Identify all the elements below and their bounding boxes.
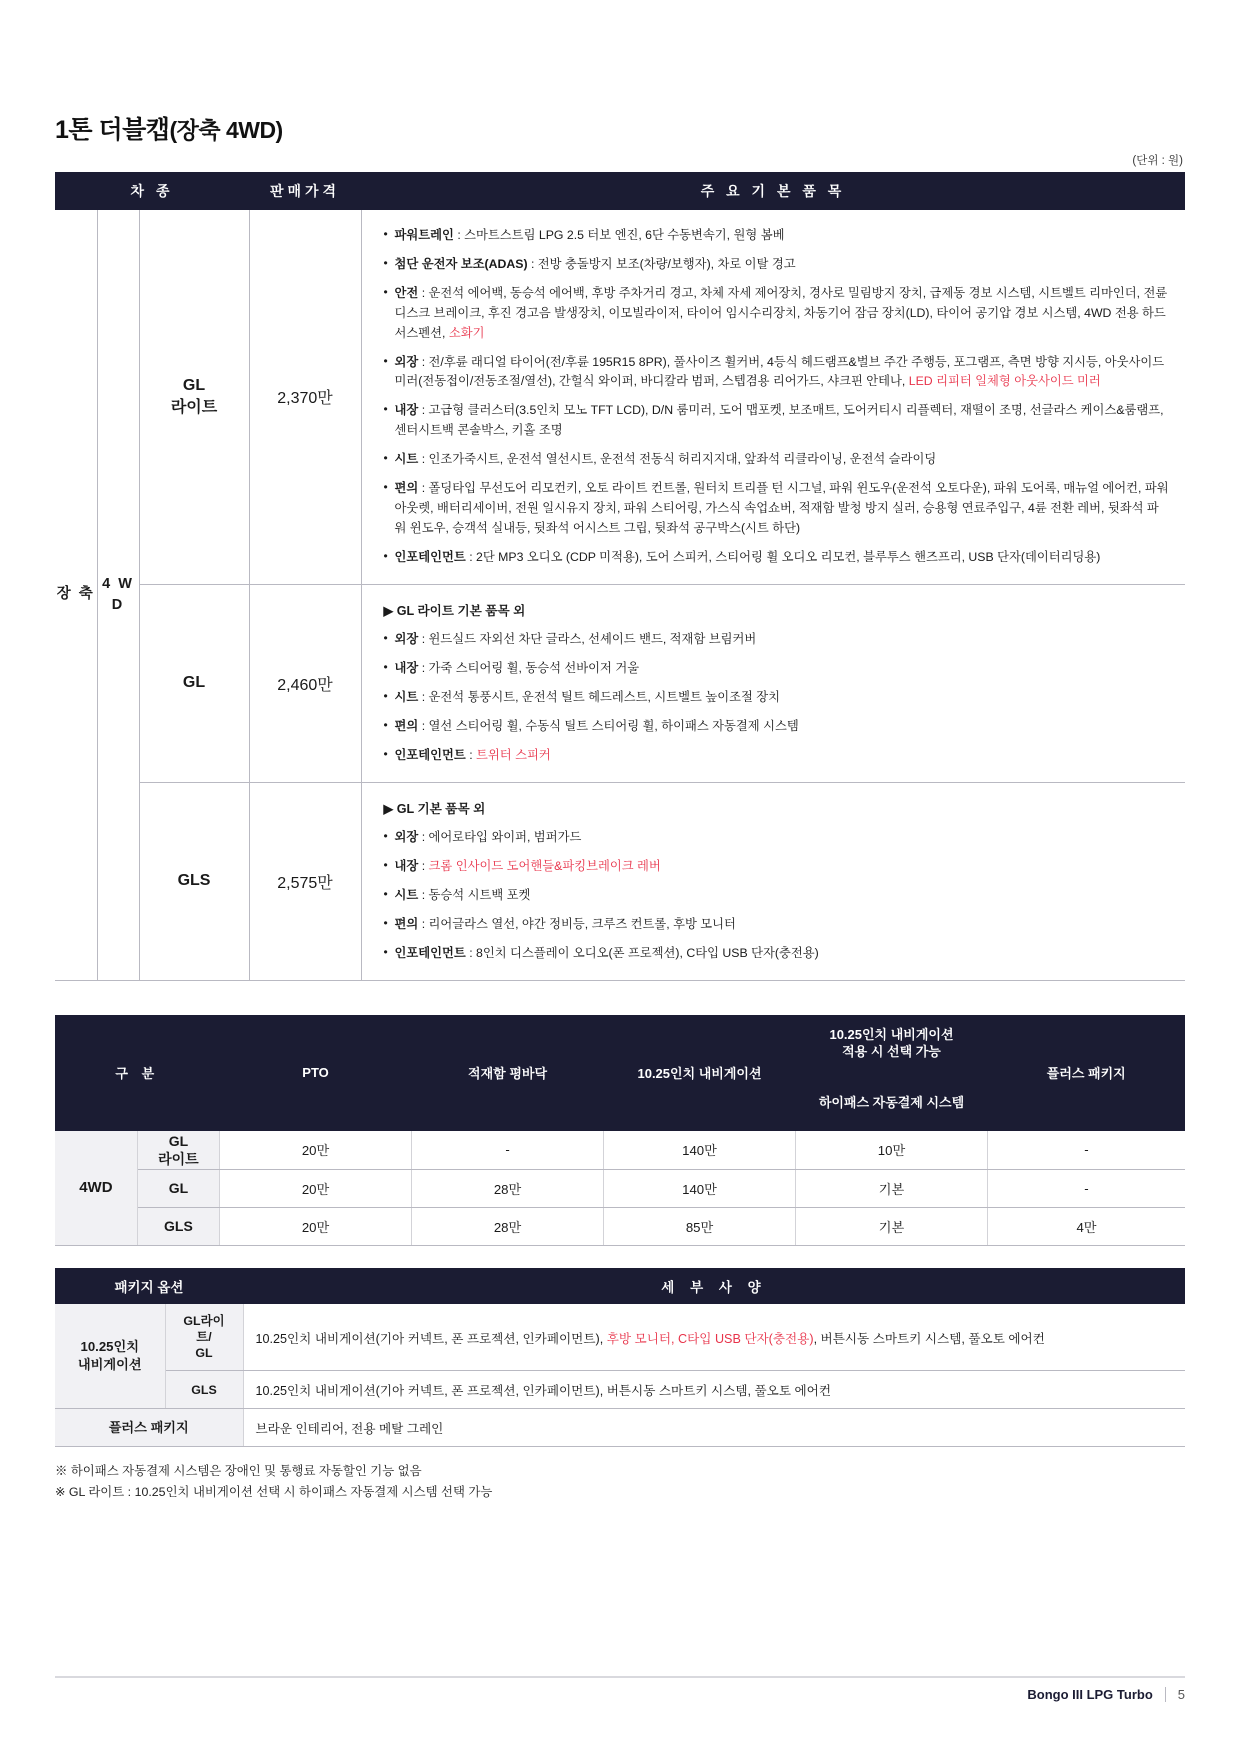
items-gls [361,782,1185,980]
option-plus-value: 4만 [988,1207,1186,1245]
package-detail-table [55,1268,1185,1447]
option-pto-value: 20만 [220,1207,412,1245]
page-footer [55,1676,1185,1702]
list-item: • 인포테인먼트 : 8인치 디스플레이 오디오(폰 프로젝션), C타입 USB 단자(충전용) [384,944,1169,964]
option-plus-value: - [988,1131,1186,1170]
unit-note: (단위 : 원) [1132,155,1183,167]
list-item: • 내장 : 고급형 클러스터(3.5인치 모노 TFT LCD), D/N 룸미러, 도어 맵포켓, 보조매트, 도어커티시 리플렉터, 재떨이 조명, 선글라스 케이스&룸램프, 센터시트백 콘솔박스, 키홀 조명 [384,401,1169,441]
list-item: • 내장 : 가죽 스티어링 휠, 동승석 선바이저 거울 [384,659,1169,679]
list-item: • 안전 : 운전석 에어백, 동승석 에어백, 후방 주차거리 경고, 차체 자세 제어장치, 경사로 밀림방지 장치, 급제동 경보 시스템, 시트벨트 리마인더, 전륜 디스크 브레이크, 후진 경고음 발생장치, 이모빌라이저, 타이어 임시수리장치, 차동기어 잠금 장치(LD), 타이어 공기압 경보 시스템, 4WD 전용 하드 서스펜션, 소화기 [384,284,1169,344]
option-pto-value: 20만 [220,1131,412,1170]
header-navi-optional-l2: 적용 시 선택 가능 [842,1043,941,1059]
option-navi-value: 140만 [604,1131,796,1170]
label-drive: 4 W D [97,210,139,980]
option-grade-gl: GL [137,1169,219,1207]
table-row [55,1371,1185,1409]
header-vehicle-type: 차 종 [55,172,249,210]
option-price-table [55,1015,1185,1246]
header-flatbed: 적재함 평바닥 [412,1015,604,1131]
header-main-items: 주 요 기 본 품 목 [361,172,1185,210]
label-length: 장 축 [55,210,97,980]
highlight-text: 소화기 [448,325,485,340]
header-pto: PTO [220,1015,412,1131]
option-pto-value: 20만 [220,1169,412,1207]
option-plus-value: - [988,1169,1186,1207]
page-title [55,110,1185,146]
header-navi-optional-l1: 10.25인치 내비게이션 [829,1026,954,1042]
option-grade-gl-light: GL 라이트 [137,1131,219,1170]
list-item: • 첨단 운전자 보조(ADAS) : 전방 충돌방지 보조(차량/보행자), 차로 이탈 경고 [384,255,1169,275]
footnote-1: ※ 하이패스 자동결제 시스템은 장애인 및 통행료 자동할인 기능 없음 [55,1464,422,1479]
grade-gl-light [139,210,249,584]
main-table-header-row [55,172,1185,210]
package-sub-gls: GLS [165,1371,243,1409]
package-detail-gls: 10.25인치 내비게이션(기아 커넥트, 폰 프로젝션, 인카페이먼트), 버튼시동 스마트키 시스템, 풀오토 에어컨 [243,1371,1185,1409]
highlight-text: LED 리피터 일체형 아웃사이드 미러 [908,374,1101,389]
header-plus-package: 플러스 패키지 [988,1015,1186,1131]
table-row [55,584,1185,782]
items-list [384,630,1169,766]
list-item: • 시트 : 운전석 통풍시트, 운전석 틸트 헤드레스트, 시트벨트 높이조절 장치 [384,688,1169,708]
footnote-2: ※ GL 라이트 : 10.25인치 내비게이션 선택 시 하이패스 자동결제 시스템 선택 가능 [55,1484,493,1499]
highlight-text: 트위터 스피커 [476,747,551,762]
table-row [55,782,1185,980]
header-package-option: 패키지 옵션 [55,1268,243,1304]
list-item: • 편의 : 폴딩타입 무선도어 리모컨키, 오토 라이트 컨트롤, 원터치 트리플 턴 시그널, 파워 윈도우(운전석 오토다운), 파워 도어록, 매뉴얼 에어컨, 파워 아웃렛, 배터리세이버, 전원 일시유지 장치, 파워 스티어링, 가스식 속업쇼버, 적재함 발청 방지 실러, 승용형 연료주입구, 4륜 전환 레버, 뒷좌석 파워 윈도우, 승객석 실내등, 뒷좌석 어시스트 그립, 뒷좌석 공구박스(시트 하단) [384,479,1169,539]
grade-line1: GL [182,377,206,395]
items-heading: ▶ GL 기본 품목 외 [383,801,486,816]
list-item: • 시트 : 인조가죽시트, 운전석 열선시트, 운전석 전동식 허리지지대, 앞좌석 리클라이닝, 운전석 슬라이딩 [384,450,1169,470]
package-detail-gl-light-gl: 10.25인치 내비게이션(기아 커넥트, 폰 프로젝션, 인카페이먼트), 후방 모니터, C타입 USB 단자(충전용), 버튼시동 스마트키 시스템, 풀오토 에어컨 [243,1304,1185,1371]
option-hipass-value: 10만 [796,1131,988,1170]
package-sub-gl-light-gl: GL라이트/ GL [165,1304,243,1371]
list-item: • 인포테인먼트 : 2단 MP3 오디오 (CDP 미적용), 도어 스피커, 스티어링 휠 오디오 리모컨, 블루투스 핸즈프리, USB 단자(데이터리딩용) [384,548,1169,568]
header-hipass: 하이패스 자동결제 시스템 [796,1073,988,1131]
package-label-plus: 플러스 패키지 [55,1409,243,1447]
table-row [55,1169,1185,1207]
items-gl-light [361,210,1185,584]
package-label-navigation: 10.25인치 내비게이션 [55,1304,165,1409]
option-table-header-row [55,1015,1185,1073]
package-detail-plus: 브라운 인테리어, 전용 메탈 그레인 [243,1409,1185,1447]
option-hipass-value: 기본 [796,1169,988,1207]
grade-gl: GL [139,584,249,782]
list-item: • 외장 : 전/후륜 래디얼 타이어(전/후륜 195R15 8PR), 풀사이즈 휠커버, 4등식 헤드램프&벌브 주간 주행등, 포그램프, 측면 방향 지시등, 아웃사이드 미러(전동접이/전동조절/열선), 간헐식 와이퍼, 바디칼라 범퍼, 스텝겸용 리어가드, 샤크핀 안테나, LED 리피터 일체형 아웃사이드 미러 [384,353,1169,393]
option-flatbed-value: 28만 [412,1207,604,1245]
table-row [55,210,1185,584]
table-row [55,1207,1185,1245]
footer-brand: Bongo III LPG Turbo [1027,1687,1153,1702]
option-hipass-value: 기본 [796,1207,988,1245]
list-item: • 인포테인먼트 : 트위터 스피커 [384,746,1169,766]
option-drive-label: 4WD [55,1131,137,1246]
header-division: 구 분 [55,1015,220,1131]
option-flatbed-value: 28만 [412,1169,604,1207]
table-row [55,1304,1185,1371]
items-heading: ▶ GL 라이트 기본 품목 외 [383,603,526,618]
page-number: 5 [1165,1687,1185,1702]
page-title-sub: (장축 4WD) [169,117,283,143]
price-gls: 2,575만 [249,782,361,980]
list-item: • 내장 : 크롬 인사이드 도어핸들&파킹브레이크 레버 [384,857,1169,877]
package-table-header-row [55,1268,1185,1304]
items-list [384,828,1169,964]
header-price: 판매가격 [249,172,361,210]
header-navi-optional-group [796,1015,988,1073]
option-navi-value: 140만 [604,1169,796,1207]
list-item: • 외장 : 윈드실드 자외선 차단 글라스, 선셰이드 밴드, 적재함 브림커버 [384,630,1169,650]
header-navigation: 10.25인치 내비게이션 [604,1015,796,1131]
price-gl: 2,460만 [249,584,361,782]
highlight-text: 크롬 인사이드 도어핸들&파킹브레이크 레버 [428,858,661,873]
list-item: • 외장 : 에어로타입 와이퍼, 범퍼가드 [384,828,1169,848]
list-item: • 편의 : 열선 스티어링 휠, 수동식 틸트 스티어링 휠, 하이패스 자동결제 시스템 [384,717,1169,737]
table-row [55,1131,1185,1170]
list-item: • 파워트레인 : 스마트스트림 LPG 2.5 터보 엔진, 6단 수동변속기, 원형 봄베 [384,226,1169,246]
items-list [384,226,1169,568]
option-navi-value: 85만 [604,1207,796,1245]
main-spec-table [55,172,1185,981]
grade-gls: GLS [139,782,249,980]
option-grade-gls: GLS [137,1207,219,1245]
header-package-detail: 세 부 사 양 [243,1268,1185,1304]
footnotes [55,1461,1185,1502]
price-gl-light: 2,370만 [249,210,361,584]
table-row [55,1409,1185,1447]
grade-line2: 라이트 [170,398,218,416]
items-gl [361,584,1185,782]
highlight-text: 후방 모니터, C타입 USB 단자(충전용) [606,1331,814,1346]
list-item: • 편의 : 리어글라스 열선, 야간 정비등, 크루즈 컨트롤, 후방 모니터 [384,915,1169,935]
option-flatbed-value: - [412,1131,604,1170]
page-title-main: 1톤 더블캡 [55,116,170,144]
list-item: • 시트 : 동승석 시트백 포켓 [384,886,1169,906]
